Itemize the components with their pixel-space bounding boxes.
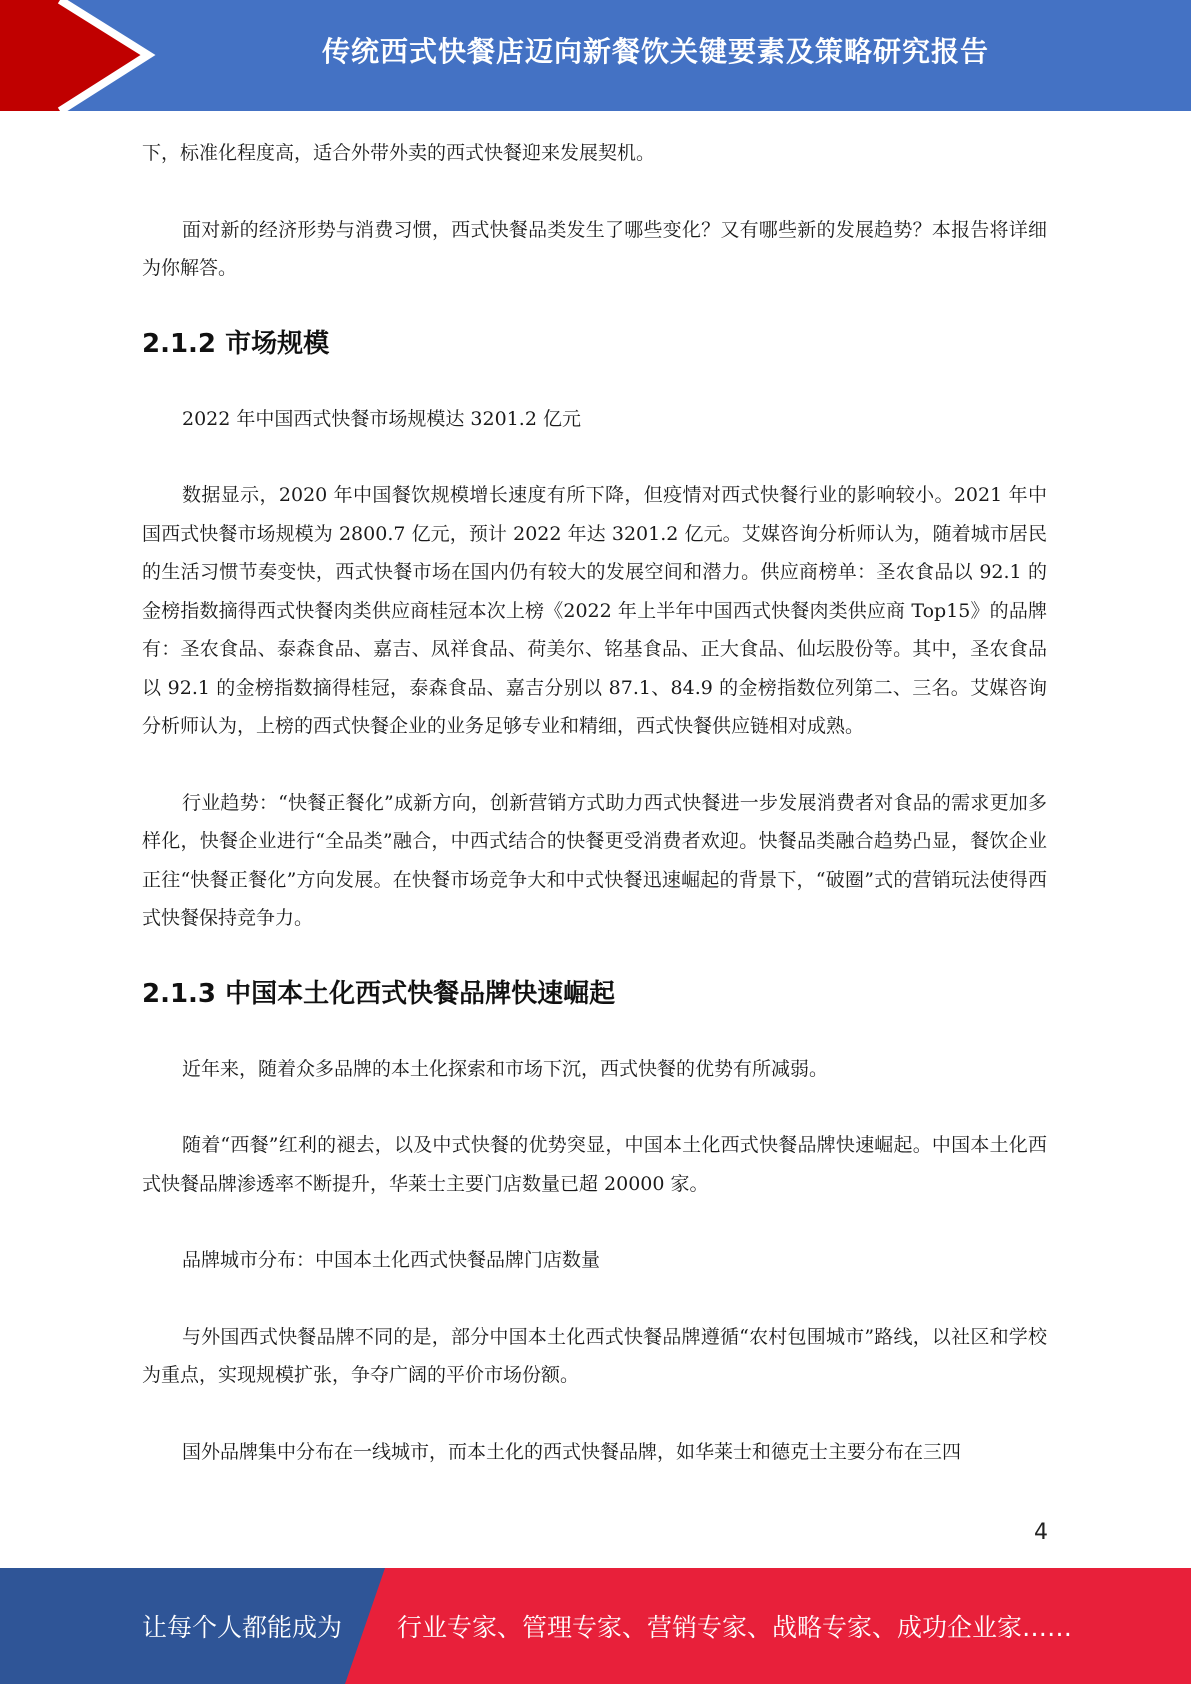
footer-slogan-right: 行业专家、管理专家、营销专家、战略专家、成功企业家…… (397, 1613, 1073, 1642)
paragraph: 下，标准化程度高，适合外带外卖的西式快餐迎来发展契机。 (142, 142, 656, 164)
footer-slogan-left: 让每个人都能成为 (142, 1613, 343, 1642)
paragraph: 随着“西餐”红利的褪去，以及中式快餐的优势突显，中国本土化西式快餐品牌快速崛起。中国本土化西式快餐品牌渗透率不断提升，华莱士主要门店数量已超 20000 家。 (142, 1134, 1047, 1195)
page-number: 4 (1034, 1520, 1048, 1545)
paragraph: 行业趋势：“快餐正餐化”成新方向，创新营销方式助力西式快餐进一步发展消费者对食品的需求更加多样化，快餐企业进行“全品类”融合，中西式结合的快餐更受消费者欢迎。快餐品类融合趋势凸显，餐饮企业正往“快餐正餐化”方向发展。在快餐市场竞争大和中式快餐迅速崛起的背景下，“破圈”式的营销玩法使得西式快餐保持竞争力。 (142, 791, 1047, 929)
section-heading-2-1-2: 2.1.2 市场规模 (142, 328, 330, 359)
paragraph: 与外国西式快餐品牌不同的是，部分中国本土化西式快餐品牌遵循“农村包围城市”路线，以社区和学校为重点，实现规模扩张，争夺广阔的平价市场份额。 (142, 1325, 1047, 1386)
paragraph: 品牌城市分布：中国本土化西式快餐品牌门店数量 (182, 1249, 601, 1271)
page-header (0, 0, 1191, 111)
paragraph: 国外品牌集中分布在一线城市，而本土化的西式快餐品牌，如华莱士和德克士主要分布在三四 (182, 1440, 962, 1463)
section-heading-2-1-3: 2.1.3 中国本土化西式快餐品牌快速崛起 (142, 978, 616, 1009)
paragraph: 数据显示，2020 年中国餐饮规模增长速度有所下降，但疫情对西式快餐行业的影响较小。2021 年中国西式快餐市场规模为 2800.7 亿元，预计 2022 年达 3201.2 亿元。艾媒咨询分析师认为，随着城市居民的生活习惯节奏变快，西式快餐市场在国内仍有较大的发展空间和潜力。供应商榜单：圣农食品以 92.1 的金榜指数摘得西式快餐肉类供应商桂冠本次上榜《2022 年上半年中国西式快餐肉类供应商 Top15》的品牌有：圣农食品、泰森食品、嘉吉、凤祥食品、荷美尔、铭基食品、正大食品、仙坛股份等。其中，圣农食品以 92.1 的金榜指数摘得桂冠，泰森食品、嘉吉分别以 87.1、84.9 的金榜指数位列第二、三名。艾媒咨询分析师认为，上榜的西式快餐企业的业务足够专业和精细，西式快餐供应链相对成熟。 (142, 484, 1047, 737)
paragraph: 近年来，随着众多品牌的本土化探索和市场下沉，西式快餐的优势有所减弱。 (182, 1057, 829, 1080)
page-footer (0, 1568, 1191, 1684)
paragraph: 2022 年中国西式快餐市场规模达 3201.2 亿元 (182, 407, 581, 430)
header-title: 传统西式快餐店迈向新餐饮关键要素及策略研究报告 (321, 35, 989, 68)
paragraph: 面对新的经济形势与消费习惯，西式快餐品类发生了哪些变化？又有哪些新的发展趋势？本报告将详细为你解答。 (142, 218, 1047, 279)
document-body (142, 134, 1047, 1509)
